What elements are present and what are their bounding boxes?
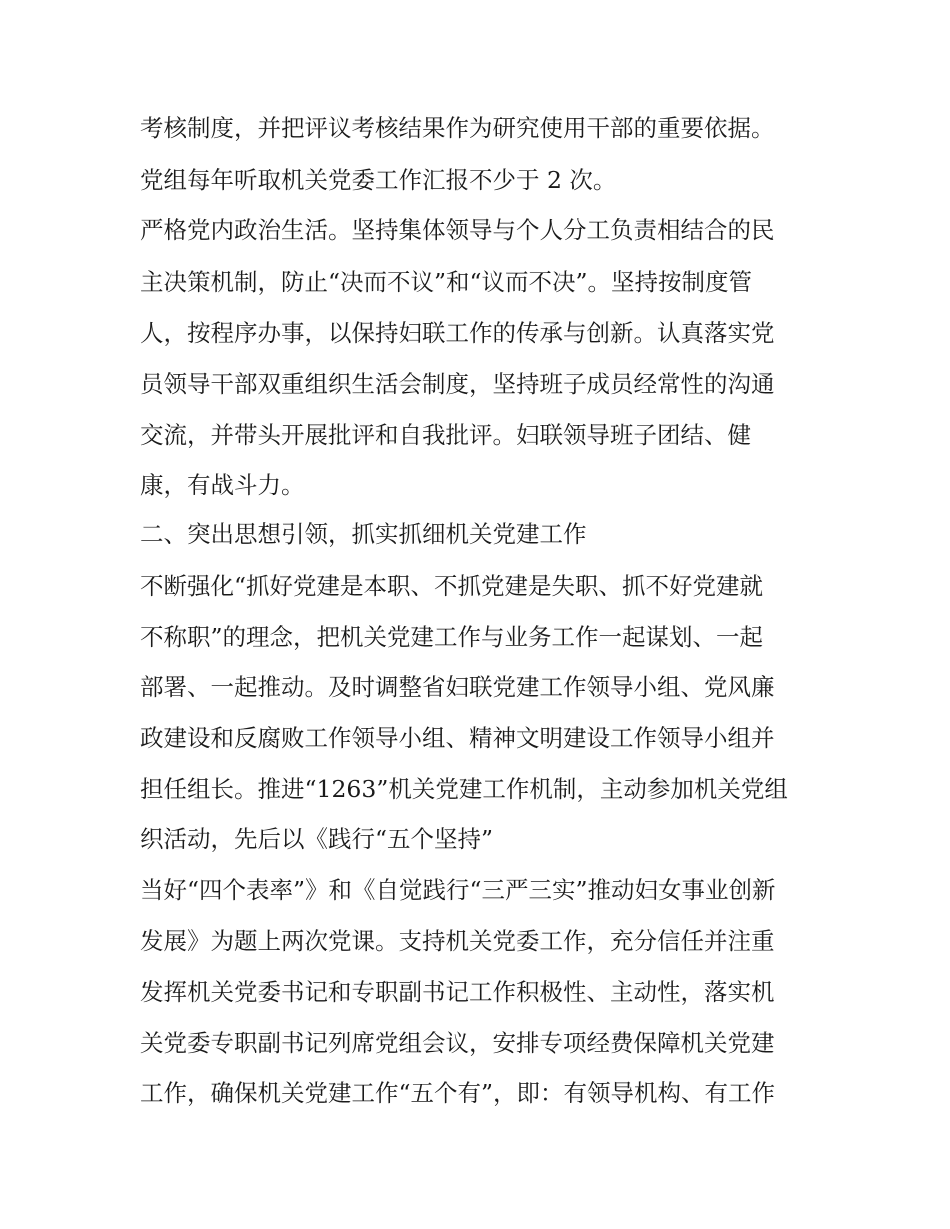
section-heading: 二、突出思想引领，抓实抓细机关党建工作 xyxy=(140,520,587,548)
text-line: 织活动，先后以《践行“五个坚持” xyxy=(140,825,494,853)
text-line: 不断强化“抓好党建是本职、不抓党建是失职、抓不好党建就 xyxy=(140,572,764,600)
text-line: 人，按程序办事，以保持妇联工作的传承与创新。认真落实党 xyxy=(140,319,775,347)
text-line: 严格党内政治生活。坚持集体领导与个人分工负责相结合的民 xyxy=(140,216,775,244)
text-line: 不称职”的理念，把机关党建工作与业务工作一起谋划、一起 xyxy=(140,623,764,651)
text-line: 发挥机关党委书记和专职副书记工作积极性、主动性，落实机 xyxy=(140,978,775,1006)
text-line: 当好“四个表率”》和《自觉践行“三严三实”推动妇女事业创新 xyxy=(140,876,776,904)
text-line: 部署、一起推动。及时调整省妇联党建工作领导小组、党风廉 xyxy=(140,673,775,701)
text-line: 发展》为题上两次党课。支持机关党委工作，充分信任并注重 xyxy=(140,927,775,955)
text-line: 员领导干部双重组织生活会制度，坚持班子成员经常性的沟通 xyxy=(140,370,775,398)
text-line: 关党委专职副书记列席党组会议，安排专项经费保障机关党建 xyxy=(140,1029,775,1057)
text-line: 康，有战斗力。 xyxy=(140,471,305,499)
text-line: 担任组长。推进“1263”机关党建工作机制，主动参加机关党组 xyxy=(140,775,788,803)
text-line: 交流，并带头开展批评和自我批评。妇联领导班子团结、健 xyxy=(140,421,751,449)
text-line: 主决策机制，防止“决而不议”和“议而不决”。坚持按制度管 xyxy=(140,268,753,296)
text-line: 考核制度，并把评议考核结果作为研究使用干部的重要依据。 xyxy=(140,114,775,142)
text-line: 政建设和反腐败工作领导小组、精神文明建设工作领导小组并 xyxy=(140,724,775,752)
text-line: 党组每年听取机关党委工作汇报不少于 2 次。 xyxy=(140,166,617,194)
text-line: 工作，确保机关党建工作“五个有”，即：有领导机构、有工作 xyxy=(140,1079,776,1107)
